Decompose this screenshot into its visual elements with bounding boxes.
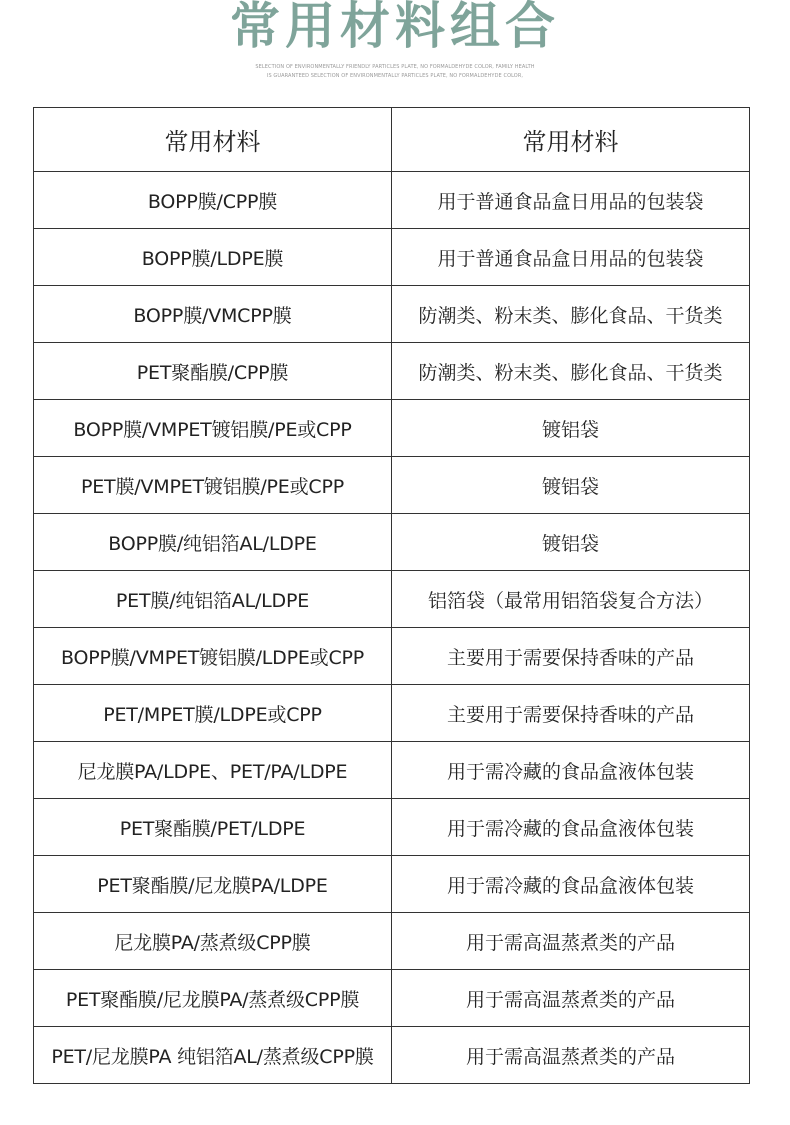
column-header-use: 常用材料 [392, 108, 750, 172]
use-cell: 防潮类、粉末类、膨化食品、干货类 [392, 343, 750, 400]
material-cell: PET聚酯膜/PET/LDPE [34, 799, 392, 856]
table-row [34, 742, 750, 799]
table-row [34, 400, 750, 457]
material-cell: BOPP膜/LDPE膜 [34, 229, 392, 286]
use-cell: 镀铝袋 [392, 514, 750, 571]
table-row [34, 628, 750, 685]
use-cell: 用于需高温蒸煮类的产品 [392, 970, 750, 1027]
material-cell: BOPP膜/VMPET镀铝膜/PE或CPP [34, 400, 392, 457]
table-row [34, 343, 750, 400]
use-cell: 用于需冷藏的食品盒液体包装 [392, 856, 750, 913]
material-cell: BOPP膜/纯铝箔AL/LDPE [34, 514, 392, 571]
table-body [34, 172, 750, 1084]
table-row [34, 457, 750, 514]
material-cell: PET膜/纯铝箔AL/LDPE [34, 571, 392, 628]
material-cell: PET/MPET膜/LDPE或CPP [34, 685, 392, 742]
use-cell: 用于普通食品盒日用品的包装袋 [392, 172, 750, 229]
page-title: 常用材料组合 [230, 0, 560, 55]
table-row [34, 1027, 750, 1084]
table-row [34, 571, 750, 628]
material-cell: 尼龙膜PA/LDPE、PET/PA/LDPE [34, 742, 392, 799]
material-cell: PET聚酯膜/尼龙膜PA/蒸煮级CPP膜 [34, 970, 392, 1027]
use-cell: 主要用于需要保持香味的产品 [392, 685, 750, 742]
use-cell: 用于需高温蒸煮类的产品 [392, 1027, 750, 1084]
table-header-row [34, 108, 750, 172]
material-cell: BOPP膜/VMCPP膜 [34, 286, 392, 343]
table-row [34, 514, 750, 571]
material-cell: BOPP膜/VMPET镀铝膜/LDPE或CPP [34, 628, 392, 685]
column-header-material: 常用材料 [34, 108, 392, 172]
use-cell: 镀铝袋 [392, 457, 750, 514]
table-row [34, 286, 750, 343]
use-cell: 用于需高温蒸煮类的产品 [392, 913, 750, 970]
use-cell: 用于普通食品盒日用品的包装袋 [392, 229, 750, 286]
use-cell: 用于需冷藏的食品盒液体包装 [392, 742, 750, 799]
table-row [34, 229, 750, 286]
material-cell: PET/尼龙膜PA 纯铝箔AL/蒸煮级CPP膜 [34, 1027, 392, 1084]
use-cell: 铝箔袋（最常用铝箔袋复合方法） [392, 571, 750, 628]
table-row [34, 856, 750, 913]
subtitle-line: SELECTION OF ENVIRONMENTALLY FRIENDLY PARTICLES PLATE, NO FORMALDEHYDE COLOR, FAMILY HEALTH [255, 64, 535, 70]
table-row [34, 913, 750, 970]
material-cell: PET聚酯膜/CPP膜 [34, 343, 392, 400]
subtitle-line: IS GUARANTEED SELECTION OF ENVIRONMENTALLY PARTICLES PLATE, NO FORMALDEHYDE COLOR, [266, 73, 524, 79]
material-cell: 尼龙膜PA/蒸煮级CPP膜 [34, 913, 392, 970]
material-cell: PET聚酯膜/尼龙膜PA/LDPE [34, 856, 392, 913]
subtitle [0, 63, 790, 81]
use-cell: 镀铝袋 [392, 400, 750, 457]
table-row [34, 685, 750, 742]
material-cell: BOPP膜/CPP膜 [34, 172, 392, 229]
table-row [34, 799, 750, 856]
use-cell: 用于需冷藏的食品盒液体包装 [392, 799, 750, 856]
materials-table [33, 107, 750, 1084]
table-row [34, 172, 750, 229]
use-cell: 主要用于需要保持香味的产品 [392, 628, 750, 685]
material-cell: PET膜/VMPET镀铝膜/PE或CPP [34, 457, 392, 514]
table-row [34, 970, 750, 1027]
use-cell: 防潮类、粉末类、膨化食品、干货类 [392, 286, 750, 343]
